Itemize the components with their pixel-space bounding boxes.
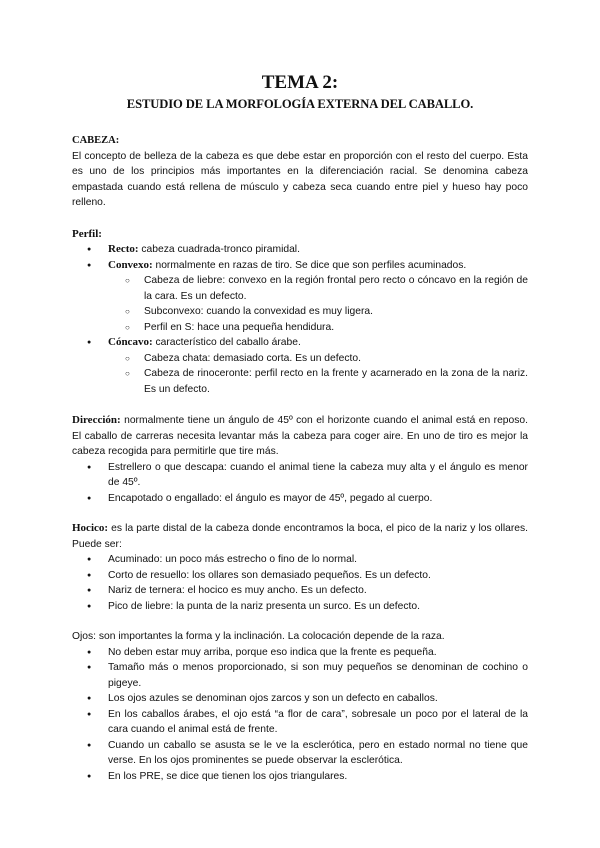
term: Convexo:	[108, 258, 153, 271]
hocico-list	[72, 552, 528, 614]
term: Dirección:	[72, 414, 121, 426]
list-item: ● En los PRE, se dice que tienen los ojos triangulares.	[72, 769, 528, 785]
ojos-list	[72, 645, 528, 785]
term: Cóncavo:	[108, 336, 153, 348]
definition: es la parte distal de la cabeza donde encontramos la boca, el pico de la nariz y los ollares. Puede ser:	[72, 523, 528, 550]
page-subtitle: ESTUDIO DE LA MORFOLOGÍA EXTERNA DEL CABALLO.	[126, 97, 474, 111]
sub-list-item: ○ Subconvexo: cuando la convexidad es muy ligera.	[72, 304, 528, 320]
list-item: ● Tamaño más o menos proporcionado, si son muy pequeños se denominan de cochino o pigeye.	[72, 660, 528, 691]
term: Hocico:	[72, 522, 109, 534]
list-item: ● Corto de resuello: los ollares son demasiado pequeños. Es un defecto.	[72, 568, 528, 584]
hocico-paragraph	[72, 521, 528, 552]
document-page	[72, 72, 528, 784]
page-title: TEMA 2:	[261, 72, 339, 93]
perfil-list	[72, 242, 528, 397]
direccion-list	[72, 460, 528, 507]
section-heading-cabeza: CABEZA:	[72, 135, 120, 146]
list-item: ● En los caballos árabes, el ojo está “a flor de cara”, sobresale un poco por el lateral de la cara cuando el animal está de frente.	[72, 707, 528, 738]
direccion-paragraph	[72, 413, 528, 460]
section-heading-perfil: Perfil:	[72, 227, 102, 240]
list-item: ● Los ojos azules se denominan ojos zarcos y son un defecto en caballos.	[72, 691, 528, 707]
sub-list-item: ○ Cabeza chata: demasiado corta. Es un defecto.	[72, 351, 528, 367]
list-item: ● Cuando un caballo se asusta se le ve la esclerótica, pero en estado normal no tiene que verse. En los ojos prominentes se puede observar la esclerótica.	[72, 738, 528, 769]
list-item: ● Acuminado: un poco más estrecho o fino de lo normal.	[72, 552, 528, 568]
definition: normalmente en razas de tiro. Se dice que son perfiles acuminados.	[152, 259, 467, 271]
sub-list-item: ○ Cabeza de rinoceronte: perfil recto en la frente y acarnerado en la zona de la nariz. Es un defecto.	[72, 366, 528, 397]
definition: normalmente tiene un ángulo de 45º con el horizonte cuando el animal está en reposo. El caballo de carreras necesita levantar más la cabeza para coger aire. En uno de tiro es mejor la cabeza recogida para permitirle que tire más.	[72, 415, 528, 457]
sub-list-item: ○ Cabeza de liebre: convexo en la región frontal pero recto o cóncavo en la región de la cara. Es un defecto.	[72, 273, 528, 304]
list-item: ● Encapotado o engallado: el ángulo es mayor de 45º, pegado al cuerpo.	[72, 491, 528, 507]
definition: cabeza cuadrada-tronco piramidal.	[138, 244, 300, 255]
list-item: ● Pico de liebre: la punta de la nariz presenta un surco. Es un defecto.	[72, 599, 528, 615]
list-item: ● Estrellero o que descapa: cuando el animal tiene la cabeza muy alta y el ángulo es menor de 45º.	[72, 460, 528, 491]
ojos-paragraph: Ojos: son importantes la forma y la inclinación. La colocación depende de la raza.	[72, 631, 445, 642]
term: Recto:	[108, 243, 139, 255]
cabeza-paragraph: El concepto de belleza de la cabeza es que debe estar en proporción con el resto del cuerpo. Esta es uno de los principios más importantes en la diferenciación racial. Se denomina cabeza empastada cuando está rellena de músculo y cabeza seca cuando entre piel y hueso hay poco relleno.	[72, 150, 528, 208]
list-item	[72, 242, 528, 258]
list-item: ● No deben estar muy arriba, porque eso indica que la frente es pequeña.	[72, 645, 528, 661]
definition: característico del caballo árabe.	[152, 337, 301, 348]
list-item	[72, 335, 528, 351]
list-item	[72, 258, 528, 274]
list-item: ● Nariz de ternera: el hocico es muy ancho. Es un defecto.	[72, 583, 528, 599]
sub-list-item: ○ Perfil en S: hace una pequeña hendidura.	[72, 320, 528, 336]
